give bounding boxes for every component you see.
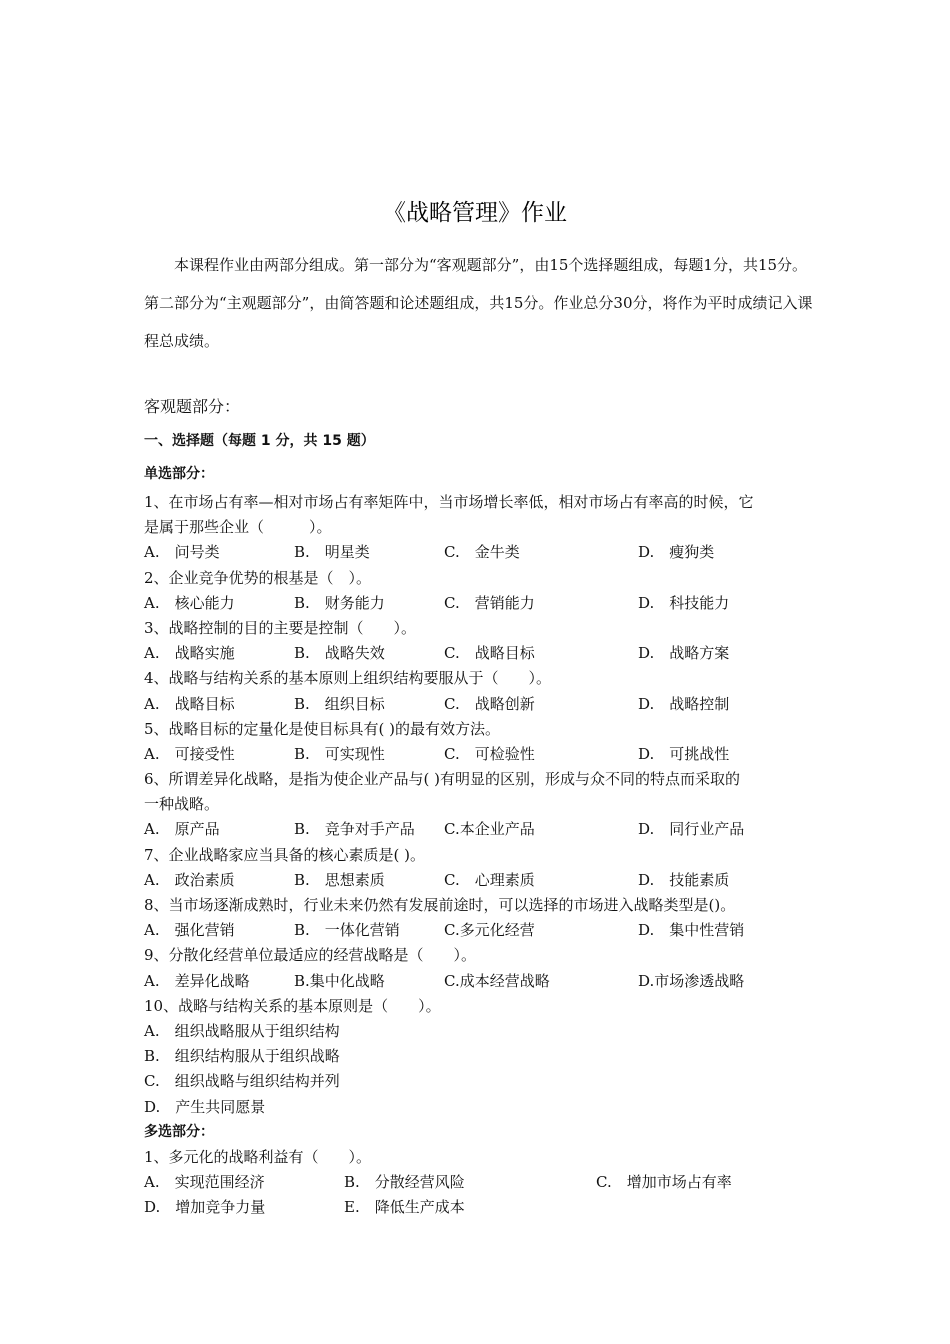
option: D.市场渗透战略 bbox=[638, 971, 745, 990]
option: A. 政治素质 bbox=[144, 870, 235, 889]
question-6-text-cont: 一种战略。 bbox=[144, 795, 220, 814]
option: C. 战略创新 bbox=[444, 694, 535, 713]
option: B. 战略失效 bbox=[294, 644, 385, 663]
question-list bbox=[144, 490, 824, 1220]
multi-question-1-options-row2 bbox=[144, 1195, 824, 1220]
option: D. 同行业产品 bbox=[638, 820, 745, 839]
option: C.多元化经营 bbox=[444, 921, 535, 940]
option: B. 一体化营销 bbox=[294, 921, 400, 940]
section-heading-choice: 一、选择题（每题 1 分，共 15 题） bbox=[144, 433, 375, 449]
question-6-options bbox=[144, 817, 824, 842]
option: D. 战略控制 bbox=[638, 694, 730, 713]
question-5-options bbox=[144, 742, 824, 767]
option: C. 营销能力 bbox=[444, 593, 535, 612]
question-2-text: 2、企业竞争优势的根基是（ ）。 bbox=[144, 568, 372, 587]
option: C. 金牛类 bbox=[444, 543, 520, 562]
question-4-text: 4、战略与结构关系的基本原则上组织结构要服从于（ ）。 bbox=[144, 669, 552, 688]
option: C. 组织战略与组织结构并列 bbox=[144, 1072, 340, 1091]
multi-question-1-text: 1、多元化的战略利益有（ ）。 bbox=[144, 1147, 372, 1166]
question-1-options bbox=[144, 540, 824, 565]
option: B. 明星类 bbox=[294, 543, 370, 562]
multi-question-1-options-row1 bbox=[144, 1170, 824, 1195]
question-3-options bbox=[144, 641, 824, 666]
question-8-options bbox=[144, 918, 824, 943]
option: A. 核心能力 bbox=[144, 593, 235, 612]
question-2-options bbox=[144, 591, 824, 616]
option: C. 战略目标 bbox=[444, 644, 535, 663]
question-8-text: 8、当市场逐渐成熟时，行业未来仍然有发展前途时，可以选择的市场进入战略类型是()。 bbox=[144, 896, 736, 914]
option: D. 瘦狗类 bbox=[638, 543, 715, 562]
question-6-text: 6、所谓差异化战略，是指为使企业产品与( )有明显的区别，形成与众不同的特点而采取的 bbox=[144, 770, 741, 789]
option: B. 竞争对手产品 bbox=[294, 820, 415, 839]
question-3-text: 3、战略控制的目的主要是控制（ ）。 bbox=[144, 618, 417, 637]
option: B. 财务能力 bbox=[294, 593, 385, 612]
question-7-options bbox=[144, 868, 824, 893]
option: A. 问号类 bbox=[144, 543, 220, 562]
option: D. 战略方案 bbox=[638, 644, 730, 663]
document-title: 《战略管理》作业 bbox=[383, 200, 567, 226]
option: B. 组织目标 bbox=[294, 694, 385, 713]
option: B. 思想素质 bbox=[294, 870, 385, 889]
option: A. 战略实施 bbox=[144, 644, 235, 663]
question-5-text: 5、战略目标的定量化是使目标具有( )的最有效方法。 bbox=[144, 719, 501, 738]
option: C. 增加市场占有率 bbox=[596, 1173, 732, 1192]
intro-paragraph: 本课程作业由两部分组成。第一部分为“客观题部分”，由15个选择题组成，每题1分，共15分。第二部分为“主观题部分”，由简答题和论述题组成，共15分。作业总分30分，将作为平时成绩记入课程总成绩。 bbox=[144, 256, 813, 350]
option: A. 组织战略服从于组织结构 bbox=[144, 1021, 340, 1040]
option: B. 组织结构服从于组织战略 bbox=[144, 1047, 340, 1066]
question-9-options bbox=[144, 969, 824, 994]
option: D. 产生共同愿景 bbox=[144, 1097, 266, 1116]
question-10-text: 10、战略与结构关系的基本原则是（ ）。 bbox=[144, 996, 441, 1015]
option: B. 可实现性 bbox=[294, 744, 385, 763]
single-choice-heading: 单选部分： bbox=[144, 466, 214, 482]
question-7-text: 7、企业战略家应当具备的核心素质是( )。 bbox=[144, 845, 426, 864]
option: E. 降低生产成本 bbox=[344, 1198, 465, 1217]
option: D. 增加竞争力量 bbox=[144, 1198, 266, 1217]
option: D. 集中性营销 bbox=[638, 921, 745, 940]
option: A. 实现范围经济 bbox=[144, 1173, 265, 1192]
option: A. 强化营销 bbox=[144, 921, 235, 940]
option: D. 科技能力 bbox=[638, 593, 730, 612]
option: B.集中化战略 bbox=[294, 971, 385, 990]
option: A. 原产品 bbox=[144, 820, 220, 839]
option: C. 可检验性 bbox=[444, 744, 535, 763]
option: A. 战略目标 bbox=[144, 694, 235, 713]
option: C.本企业产品 bbox=[444, 820, 535, 839]
question-4-options bbox=[144, 692, 824, 717]
option: A. 可接受性 bbox=[144, 744, 235, 763]
option: B. 分散经营风险 bbox=[344, 1173, 465, 1192]
option: A. 差异化战略 bbox=[144, 971, 250, 990]
question-9-text: 9、分散化经营单位最适应的经营战略是（ ）。 bbox=[144, 946, 477, 965]
question-1-text: 1、在市场占有率—相对市场占有率矩阵中，当市场增长率低，相对市场占有率高的时候，它 bbox=[144, 493, 754, 511]
option: C.成本经营战略 bbox=[444, 971, 550, 990]
option: D. 可挑战性 bbox=[638, 744, 730, 763]
question-1-text-cont: 是属于那些企业（ ）。 bbox=[144, 518, 332, 537]
multi-choice-heading: 多选部分： bbox=[144, 1123, 214, 1140]
section-heading-objective: 客观题部分： bbox=[144, 397, 241, 416]
option: D. 技能素质 bbox=[638, 870, 730, 889]
option: C. 心理素质 bbox=[444, 870, 535, 889]
